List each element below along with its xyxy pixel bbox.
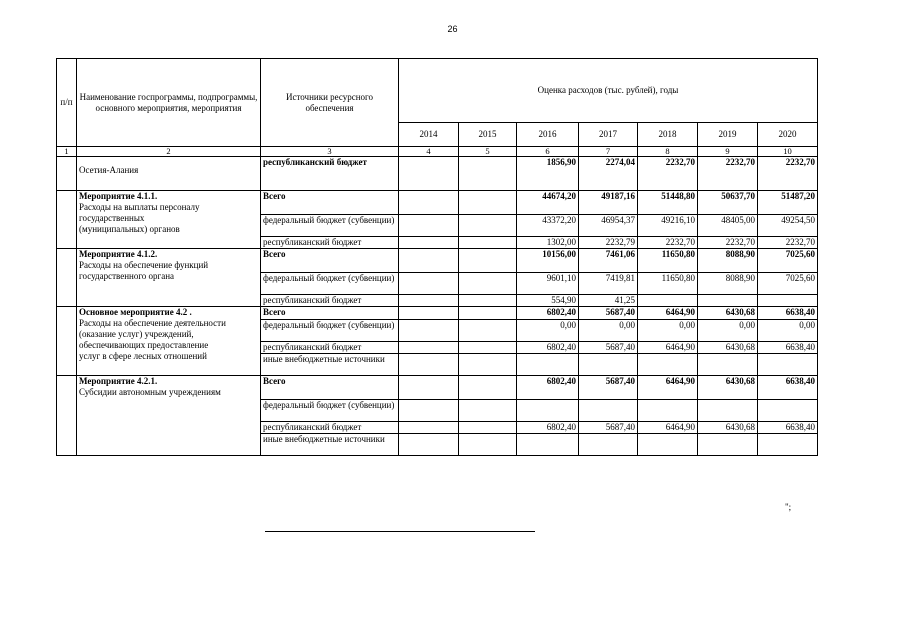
value-cell xyxy=(517,400,579,422)
measure-name-cell xyxy=(77,376,261,456)
header-estimate: Оценка расходов (тыс. рублей), годы xyxy=(399,59,818,123)
source-cell: республиканский бюджет xyxy=(261,342,399,354)
value-cell xyxy=(399,376,459,400)
col-number: 7 xyxy=(579,147,638,157)
value-cell xyxy=(758,295,818,307)
value-cell: 7025,60 xyxy=(758,249,818,273)
table-row xyxy=(57,307,818,320)
value-cell: 6638,40 xyxy=(758,422,818,434)
value-cell: 46954,37 xyxy=(579,215,638,237)
value-cell: 48405,00 xyxy=(698,215,758,237)
value-cell: 7461,06 xyxy=(579,249,638,273)
value-cell xyxy=(459,400,517,422)
value-cell: 6430,68 xyxy=(698,342,758,354)
value-cell: 49187,16 xyxy=(579,191,638,215)
value-cell: 41,25 xyxy=(579,295,638,307)
value-cell xyxy=(399,342,459,354)
value-cell: 49216,10 xyxy=(638,215,698,237)
value-cell: 0,00 xyxy=(638,320,698,342)
value-cell xyxy=(459,237,517,249)
measure-description-line: Осетия-Алания xyxy=(79,165,139,175)
header-pp: п/п xyxy=(57,59,77,147)
value-cell xyxy=(459,191,517,215)
table-row xyxy=(57,249,818,273)
value-cell: 6638,40 xyxy=(758,307,818,320)
table-body xyxy=(57,59,818,456)
col-number: 10 xyxy=(758,147,818,157)
value-cell: 6430,68 xyxy=(698,307,758,320)
value-cell: 5687,40 xyxy=(579,376,638,400)
value-cell: 6430,68 xyxy=(698,422,758,434)
separator-line xyxy=(265,531,535,532)
value-cell: 2232,70 xyxy=(698,237,758,249)
measure-name-cell xyxy=(77,191,261,249)
value-cell: 11650,80 xyxy=(638,249,698,273)
value-cell: 6464,90 xyxy=(638,376,698,400)
value-cell xyxy=(399,400,459,422)
pp-cell xyxy=(57,376,77,456)
value-cell: 44674,20 xyxy=(517,191,579,215)
value-cell xyxy=(459,422,517,434)
measure-title: Мероприятие 4.1.1. xyxy=(79,191,158,201)
value-cell xyxy=(399,191,459,215)
value-cell xyxy=(459,273,517,295)
value-cell: 8088,90 xyxy=(698,273,758,295)
source-cell: республиканский бюджет xyxy=(261,295,399,307)
value-cell xyxy=(459,342,517,354)
value-cell xyxy=(399,434,459,456)
value-cell xyxy=(399,157,459,191)
value-cell: 5687,40 xyxy=(579,342,638,354)
col-number: 4 xyxy=(399,147,459,157)
pp-cell xyxy=(57,249,77,307)
value-cell xyxy=(459,307,517,320)
value-cell xyxy=(399,320,459,342)
value-cell: 6430,68 xyxy=(698,376,758,400)
table-row xyxy=(57,376,818,400)
source-cell: республиканский бюджет xyxy=(261,422,399,434)
value-cell: 554,90 xyxy=(517,295,579,307)
col-number: 2 xyxy=(77,147,261,157)
measure-name-cell xyxy=(77,249,261,307)
source-cell: Всего xyxy=(261,307,399,320)
measure-description-line: (муниципальных) органов xyxy=(79,224,180,234)
value-cell xyxy=(638,400,698,422)
year-cell: 2020 xyxy=(758,123,818,147)
value-cell: 0,00 xyxy=(758,320,818,342)
measure-title: Мероприятие 4.2.1. xyxy=(79,376,158,386)
source-cell: иные внебюджетные источники xyxy=(261,434,399,456)
measure-description-line: государственного органа xyxy=(79,271,175,281)
value-cell xyxy=(758,400,818,422)
value-cell: 6638,40 xyxy=(758,342,818,354)
header-row xyxy=(57,59,818,123)
value-cell xyxy=(517,354,579,376)
value-cell xyxy=(459,320,517,342)
source-cell: иные внебюджетные источники xyxy=(261,354,399,376)
year-cell: 2016 xyxy=(517,123,579,147)
value-cell: 11650,80 xyxy=(638,273,698,295)
col-number: 6 xyxy=(517,147,579,157)
header-source: Источники ресурсного обеспечения xyxy=(261,59,399,147)
value-cell: 51487,20 xyxy=(758,191,818,215)
source-cell: федеральный бюджет (субвенции) xyxy=(261,215,399,237)
resource-table xyxy=(56,58,818,456)
value-cell xyxy=(638,434,698,456)
measure-title: Основное мероприятие 4.2 . xyxy=(79,307,192,317)
value-cell xyxy=(698,434,758,456)
header-name: Наименование госпрограммы, подпрограммы, основного мероприятия, мероприятия xyxy=(77,59,261,147)
value-cell xyxy=(459,354,517,376)
value-cell: 5687,40 xyxy=(579,422,638,434)
value-cell xyxy=(579,400,638,422)
value-cell: 8088,90 xyxy=(698,249,758,273)
value-cell xyxy=(459,295,517,307)
value-cell xyxy=(579,354,638,376)
pp-cell xyxy=(57,307,77,376)
value-cell: 6802,40 xyxy=(517,307,579,320)
value-cell xyxy=(698,295,758,307)
measure-description-line: (оказание услуг) учреждений, xyxy=(79,329,194,339)
value-cell: 6464,90 xyxy=(638,422,698,434)
value-cell: 6802,40 xyxy=(517,422,579,434)
value-cell xyxy=(399,422,459,434)
value-cell: 50637,70 xyxy=(698,191,758,215)
source-cell: федеральный бюджет (субвенции) xyxy=(261,400,399,422)
pp-cell xyxy=(57,157,77,191)
value-cell: 43372,20 xyxy=(517,215,579,237)
value-cell xyxy=(459,249,517,273)
value-cell: 1302,00 xyxy=(517,237,579,249)
value-cell xyxy=(399,237,459,249)
value-cell: 7025,60 xyxy=(758,273,818,295)
measure-description-line: государственных xyxy=(79,213,145,223)
value-cell xyxy=(459,434,517,456)
value-cell: 0,00 xyxy=(517,320,579,342)
col-number: 5 xyxy=(459,147,517,157)
year-cell: 2014 xyxy=(399,123,459,147)
source-cell: федеральный бюджет (субвенции) xyxy=(261,320,399,342)
value-cell xyxy=(758,354,818,376)
value-cell xyxy=(399,215,459,237)
value-cell: 5687,40 xyxy=(579,307,638,320)
value-cell xyxy=(698,354,758,376)
measure-description-line: Расходы на обеспечение функций xyxy=(79,260,209,270)
value-cell: 6638,40 xyxy=(758,376,818,400)
source-cell: Всего xyxy=(261,191,399,215)
value-cell: 2232,70 xyxy=(698,157,758,191)
value-cell xyxy=(399,307,459,320)
value-cell xyxy=(579,434,638,456)
column-numbers-row xyxy=(57,147,818,157)
source-cell: республиканский бюджет xyxy=(261,157,399,191)
value-cell: 2232,79 xyxy=(579,237,638,249)
table-row xyxy=(57,191,818,215)
source-cell: Всего xyxy=(261,249,399,273)
page-number: 26 xyxy=(447,24,458,34)
year-cell: 2018 xyxy=(638,123,698,147)
value-cell: 1856,90 xyxy=(517,157,579,191)
value-cell xyxy=(758,434,818,456)
value-cell xyxy=(399,249,459,273)
value-cell xyxy=(459,157,517,191)
measure-title: Мероприятие 4.1.2. xyxy=(79,249,158,259)
measure-description-line: Субсидии автономным учреждениям xyxy=(79,387,221,397)
measure-description-line: Расходы на выплаты персоналу xyxy=(79,202,200,212)
source-cell: Всего xyxy=(261,376,399,400)
value-cell: 2232,70 xyxy=(758,157,818,191)
year-cell: 2019 xyxy=(698,123,758,147)
value-cell: 2274,04 xyxy=(579,157,638,191)
value-cell: 10156,00 xyxy=(517,249,579,273)
pp-cell xyxy=(57,191,77,249)
source-cell: федеральный бюджет (субвенции) xyxy=(261,273,399,295)
source-cell: республиканский бюджет xyxy=(261,237,399,249)
value-cell xyxy=(517,434,579,456)
value-cell: 2232,70 xyxy=(638,237,698,249)
value-cell xyxy=(459,376,517,400)
value-cell xyxy=(638,354,698,376)
value-cell xyxy=(399,354,459,376)
closing-quote: "; xyxy=(785,502,792,512)
table-row xyxy=(57,157,818,191)
value-cell: 51448,80 xyxy=(638,191,698,215)
value-cell: 2232,70 xyxy=(758,237,818,249)
value-cell: 9601,10 xyxy=(517,273,579,295)
value-cell xyxy=(698,400,758,422)
value-cell xyxy=(638,295,698,307)
measure-description-line: Расходы на обеспечение деятельности xyxy=(79,318,226,328)
value-cell: 6802,40 xyxy=(517,342,579,354)
value-cell xyxy=(399,273,459,295)
value-cell xyxy=(399,295,459,307)
value-cell xyxy=(459,215,517,237)
value-cell: 0,00 xyxy=(698,320,758,342)
col-number: 3 xyxy=(261,147,399,157)
measure-description-line: обеспечивающих предоставление xyxy=(79,340,209,350)
value-cell: 0,00 xyxy=(579,320,638,342)
col-number: 9 xyxy=(698,147,758,157)
value-cell: 49254,50 xyxy=(758,215,818,237)
year-cell: 2015 xyxy=(459,123,517,147)
measure-description-line: услуг в сфере лесных отношений xyxy=(79,351,207,361)
col-number: 8 xyxy=(638,147,698,157)
measure-name-cell xyxy=(77,307,261,376)
col-number: 1 xyxy=(57,147,77,157)
value-cell: 6464,90 xyxy=(638,307,698,320)
value-cell: 7419,81 xyxy=(579,273,638,295)
measure-name-cell xyxy=(77,157,261,191)
value-cell: 2232,70 xyxy=(638,157,698,191)
value-cell: 6464,90 xyxy=(638,342,698,354)
year-cell: 2017 xyxy=(579,123,638,147)
value-cell: 6802,40 xyxy=(517,376,579,400)
